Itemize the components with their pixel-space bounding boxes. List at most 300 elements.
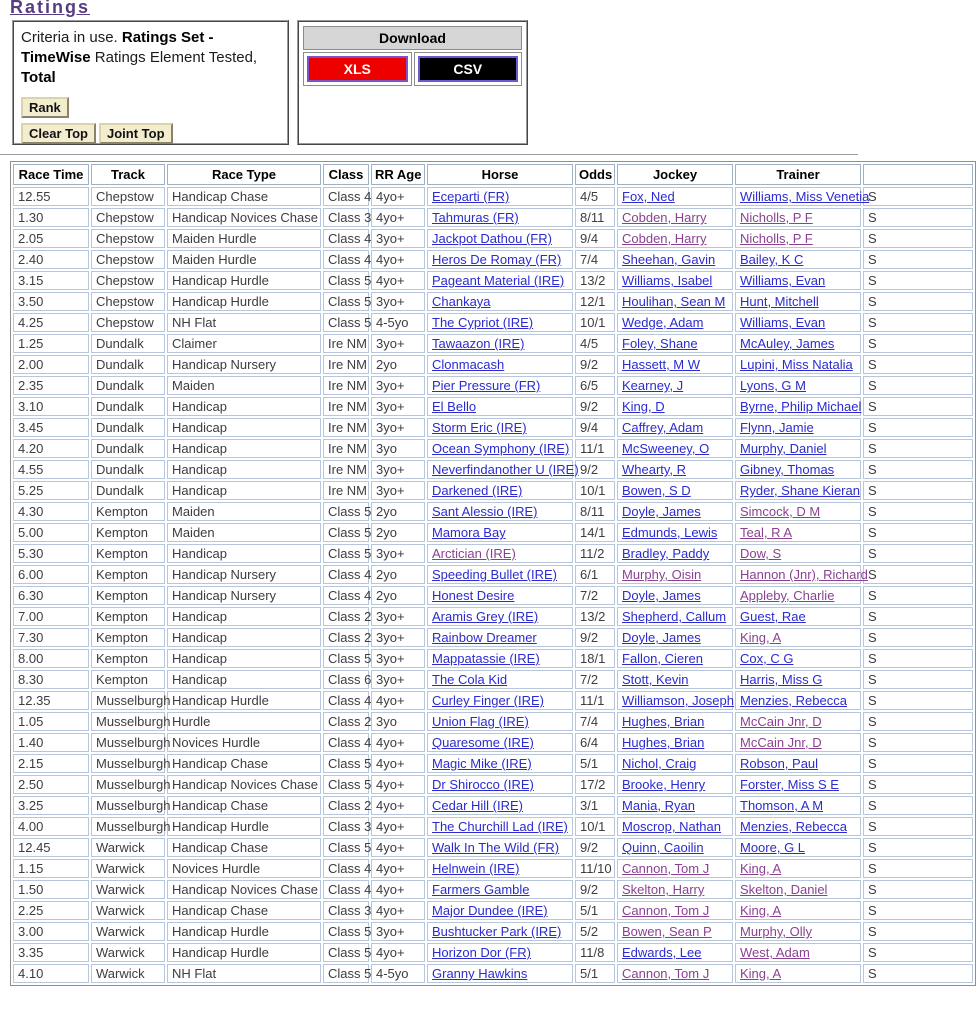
track-cell: Kempton — [91, 523, 165, 542]
race-type-cell: Handicap Hurdle — [167, 943, 321, 962]
table-row — [13, 523, 973, 542]
trainer-link[interactable]: Harris, Miss G — [740, 672, 823, 687]
horse-link[interactable]: Pier Pressure (FR) — [432, 378, 541, 393]
horse-link[interactable]: Rainbow Dreamer — [432, 630, 537, 645]
table-row — [13, 586, 973, 605]
trainer-link[interactable]: Dow, S — [740, 546, 782, 561]
horse-link-cell — [427, 229, 573, 248]
horse-link[interactable]: Ocean Symphony (IRE) — [432, 441, 570, 456]
horse-link[interactable]: Curley Finger (IRE) — [432, 693, 544, 708]
horse-link[interactable]: Pageant Material (IRE) — [432, 273, 565, 288]
class-cell: Class 4 — [323, 859, 369, 878]
track-cell: Chepstow — [91, 313, 165, 332]
trainer-link[interactable]: Ryder, Shane Kieran — [740, 483, 860, 498]
class-cell: Class 5 — [323, 313, 369, 332]
rr-age-cell: 4yo+ — [371, 754, 425, 773]
trainer-link[interactable]: King, A — [740, 630, 782, 645]
rr-age-cell: 3yo+ — [371, 460, 425, 479]
jockey-link-cell — [617, 208, 733, 227]
clipped-cell: S — [863, 775, 973, 794]
trainer-link[interactable]: Simcock, D M — [740, 504, 821, 519]
trainer-link[interactable]: Byrne, Philip Michael — [740, 399, 862, 414]
horse-link-cell — [427, 439, 573, 458]
trainer-link[interactable]: Cox, C G — [740, 651, 794, 666]
horse-link-cell — [427, 187, 573, 206]
jockey-link-cell — [617, 439, 733, 458]
clipped-cell: S — [863, 355, 973, 374]
horse-link-cell — [427, 964, 573, 983]
trainer-link[interactable]: McCain Jnr, D — [740, 735, 822, 750]
jockey-link[interactable]: Williams, Isabel — [622, 273, 713, 288]
rr-age-cell: 3yo+ — [371, 649, 425, 668]
jockey-link-cell — [617, 502, 733, 521]
horse-link[interactable]: Clonmacash — [432, 357, 505, 372]
table-row — [13, 355, 973, 374]
class-cell: Class 4 — [323, 187, 369, 206]
jockey-link[interactable]: Cobden, Harry — [622, 210, 707, 225]
track-cell: Kempton — [91, 649, 165, 668]
trainer-link[interactable]: Appleby, Charlie — [740, 588, 835, 603]
trainer-link-cell — [735, 544, 861, 563]
odds-cell: 11/1 — [575, 691, 615, 710]
horse-link[interactable]: Honest Desire — [432, 588, 515, 603]
race-type-cell: Hurdle — [167, 712, 321, 731]
track-cell: Musselburgh — [91, 754, 165, 773]
clipped-cell: S — [863, 250, 973, 269]
track-cell: Musselburgh — [91, 817, 165, 836]
odds-cell: 8/11 — [575, 502, 615, 521]
trainer-link-cell — [735, 649, 861, 668]
race-type-cell: NH Flat — [167, 964, 321, 983]
jockey-link-cell — [617, 334, 733, 353]
horse-link[interactable]: Eceparti (FR) — [432, 189, 510, 204]
trainer-link-cell — [735, 691, 861, 710]
trainer-link-cell — [735, 187, 870, 206]
jockey-link[interactable]: Cobden, Harry — [622, 231, 707, 246]
horse-link-cell — [427, 397, 573, 416]
clipped-cell: S — [863, 565, 973, 584]
jockey-link[interactable]: Murphy, Oisin — [622, 567, 702, 582]
horse-link[interactable]: El Bello — [432, 399, 477, 414]
jockey-link-cell — [617, 292, 733, 311]
jockey-link[interactable]: King, D — [622, 399, 665, 414]
trainer-link[interactable]: Hunt, Mitchell — [740, 294, 819, 309]
horse-link[interactable]: Mappatassie (IRE) — [432, 651, 540, 666]
track-cell: Dundalk — [91, 376, 165, 395]
jockey-link[interactable]: Williamson, Joseph — [622, 693, 734, 708]
jockey-link-cell — [617, 964, 733, 983]
trainer-link[interactable]: King, A — [740, 861, 782, 876]
horse-link[interactable]: Tawaazon (IRE) — [432, 336, 525, 351]
horse-link[interactable]: Bushtucker Park (IRE) — [432, 924, 562, 939]
race-time-cell: 4.20 — [13, 439, 89, 458]
clipped-cell: S — [863, 607, 973, 626]
jockey-link[interactable]: Brooke, Henry — [622, 777, 706, 792]
rr-age-cell: 3yo+ — [371, 670, 425, 689]
class-cell: Class 5 — [323, 649, 369, 668]
class-cell: Ire NM — [323, 355, 369, 374]
trainer-link[interactable]: Hannon (Jnr), Richard — [740, 567, 868, 582]
class-cell: Class 5 — [323, 922, 369, 941]
jockey-link[interactable]: Houlihan, Sean M — [622, 294, 726, 309]
race-time-cell: 3.15 — [13, 271, 89, 290]
class-cell: Class 5 — [323, 271, 369, 290]
jockey-link-cell — [617, 922, 733, 941]
odds-cell: 4/5 — [575, 187, 615, 206]
jockey-link[interactable]: Bowen, S D — [622, 483, 691, 498]
race-time-cell: 1.50 — [13, 880, 89, 899]
race-time-cell: 2.15 — [13, 754, 89, 773]
rank-button[interactable]: Rank — [21, 97, 69, 118]
clipped-cell: S — [863, 481, 973, 500]
table-row — [13, 376, 973, 395]
download-panel-title: Download — [303, 26, 522, 50]
trainer-link[interactable]: Guest, Rae — [740, 609, 806, 624]
race-time-cell: 2.50 — [13, 775, 89, 794]
class-cell: Class 5 — [323, 754, 369, 773]
horse-link[interactable]: Aramis Grey (IRE) — [432, 609, 539, 624]
jockey-link[interactable]: Wedge, Adam — [622, 315, 704, 330]
race-time-cell: 6.00 — [13, 565, 89, 584]
jockey-link[interactable]: Foley, Shane — [622, 336, 698, 351]
trainer-link[interactable]: King, A — [740, 903, 782, 918]
trainer-link[interactable]: Forster, Miss S E — [740, 777, 839, 792]
xls-download-button[interactable]: XLS — [307, 56, 408, 82]
table-row — [13, 460, 973, 479]
odds-cell: 11/2 — [575, 544, 615, 563]
rr-age-cell: 3yo — [371, 712, 425, 731]
horse-link-cell — [427, 817, 573, 836]
trainer-link[interactable]: Skelton, Daniel — [740, 882, 828, 897]
rr-age-cell: 4yo+ — [371, 187, 425, 206]
trainer-link[interactable]: Murphy, Daniel — [740, 441, 827, 456]
class-cell: Ire NM — [323, 376, 369, 395]
rr-age-cell: 4yo+ — [371, 859, 425, 878]
trainer-link[interactable]: Nicholls, P F — [740, 210, 813, 225]
horse-link[interactable]: Jackpot Dathou (FR) — [432, 231, 552, 246]
trainer-link[interactable]: Nicholls, P F — [740, 231, 813, 246]
race-type-cell: NH Flat — [167, 313, 321, 332]
trainer-link[interactable]: West, Adam — [740, 945, 810, 960]
horse-link-cell — [427, 250, 573, 269]
horse-link-cell — [427, 775, 573, 794]
jockey-link-cell — [617, 397, 733, 416]
horse-link[interactable]: Quaresome (IRE) — [432, 735, 534, 750]
track-cell: Musselburgh — [91, 733, 165, 752]
jockey-link[interactable]: Stott, Kevin — [622, 672, 689, 687]
track-cell: Chepstow — [91, 229, 165, 248]
odds-cell: 8/11 — [575, 208, 615, 227]
horse-link-cell — [427, 712, 573, 731]
table-row — [13, 670, 973, 689]
jockey-link[interactable]: Nichol, Craig — [622, 756, 697, 771]
jockey-link-cell — [617, 565, 733, 584]
jockey-link[interactable]: Hughes, Brian — [622, 735, 705, 750]
race-type-cell: Handicap — [167, 418, 321, 437]
race-time-cell: 4.00 — [13, 817, 89, 836]
jockey-link-cell — [617, 271, 733, 290]
horse-link[interactable]: Mamora Bay — [432, 525, 506, 540]
rr-age-cell: 3yo+ — [371, 334, 425, 353]
race-time-cell: 3.00 — [13, 922, 89, 941]
rr-age-cell: 4yo+ — [371, 796, 425, 815]
odds-cell: 9/2 — [575, 355, 615, 374]
class-cell: Class 4 — [323, 880, 369, 899]
rr-age-cell: 2yo — [371, 523, 425, 542]
track-cell: Dundalk — [91, 481, 165, 500]
horse-link[interactable]: Storm Eric (IRE) — [432, 420, 527, 435]
race-type-cell: Handicap Novices Chase — [167, 775, 321, 794]
horse-link[interactable]: Helnwein (IRE) — [432, 861, 520, 876]
horse-link-cell — [427, 922, 573, 941]
rr-age-cell: 3yo+ — [371, 481, 425, 500]
odds-cell: 5/1 — [575, 964, 615, 983]
table-row — [13, 859, 973, 878]
jockey-link[interactable]: Doyle, James — [622, 588, 701, 603]
race-type-cell: Handicap Hurdle — [167, 922, 321, 941]
clipped-cell: S — [863, 712, 973, 731]
jockey-link[interactable]: Doyle, James — [622, 630, 701, 645]
horse-link[interactable]: Horizon Dor (FR) — [432, 945, 531, 960]
odds-cell: 13/2 — [575, 271, 615, 290]
class-cell: Class 3 — [323, 817, 369, 836]
jockey-link[interactable]: Fallon, Cieren — [622, 651, 703, 666]
horse-link[interactable]: Dr Shirocco (IRE) — [432, 777, 534, 792]
horse-link-cell — [427, 565, 573, 584]
element-tested-value: Total — [21, 69, 56, 86]
trainer-link-cell — [735, 964, 861, 983]
jockey-link[interactable]: Edwards, Lee — [622, 945, 702, 960]
trainer-link[interactable]: Gibney, Thomas — [740, 462, 835, 477]
race-time-cell: 1.05 — [13, 712, 89, 731]
trainer-link[interactable]: Murphy, Olly — [740, 924, 812, 939]
trainer-link-cell — [735, 313, 861, 332]
jockey-link[interactable]: Fox, Ned — [622, 189, 675, 204]
horse-link-cell — [427, 334, 573, 353]
trainer-link[interactable]: Menzies, Rebecca — [740, 693, 847, 708]
track-cell: Warwick — [91, 901, 165, 920]
trainer-link[interactable]: Robson, Paul — [740, 756, 819, 771]
odds-cell: 9/4 — [575, 229, 615, 248]
class-cell: Ire NM — [323, 334, 369, 353]
trainer-link[interactable]: McCain Jnr, D — [740, 714, 822, 729]
class-cell: Class 2 — [323, 628, 369, 647]
race-type-cell: Handicap Chase — [167, 838, 321, 857]
odds-cell: 13/2 — [575, 607, 615, 626]
trainer-link-cell — [735, 775, 861, 794]
clipped-cell: S — [863, 439, 973, 458]
horse-link[interactable]: Heros De Romay (FR) — [432, 252, 562, 267]
trainer-link[interactable]: McAuley, James — [740, 336, 835, 351]
clipped-cell: S — [863, 859, 973, 878]
horse-link[interactable]: Sant Alessio (IRE) — [432, 504, 538, 519]
class-cell: Class 2 — [323, 607, 369, 626]
table-row — [13, 733, 973, 752]
clipped-cell: S — [863, 964, 973, 983]
horse-link-cell — [427, 880, 573, 899]
trainer-link-cell — [735, 943, 861, 962]
jockey-link[interactable]: Quinn, Caoilin — [622, 840, 704, 855]
horse-link[interactable]: Granny Hawkins — [432, 966, 528, 981]
trainer-link[interactable]: Teal, R A — [740, 525, 793, 540]
jockey-link[interactable]: Cannon, Tom J — [622, 903, 710, 918]
horse-link-cell — [427, 943, 573, 962]
race-time-cell: 1.30 — [13, 208, 89, 227]
horse-link[interactable]: Speeding Bullet (IRE) — [432, 567, 558, 582]
horse-link[interactable]: The Cola Kid — [432, 672, 508, 687]
trainer-link-cell — [735, 628, 861, 647]
odds-cell: 7/2 — [575, 670, 615, 689]
race-type-cell: Handicap — [167, 670, 321, 689]
track-cell: Warwick — [91, 880, 165, 899]
jockey-link[interactable]: Shepherd, Callum — [622, 609, 727, 624]
trainer-link[interactable]: Lyons, G M — [740, 378, 806, 393]
ratings-table — [10, 161, 976, 986]
track-cell: Dundalk — [91, 355, 165, 374]
table-row — [13, 649, 973, 668]
trainer-link-cell — [735, 523, 861, 542]
race-time-cell: 1.40 — [13, 733, 89, 752]
race-type-cell: Novices Hurdle — [167, 733, 321, 752]
horse-link-cell — [427, 628, 573, 647]
horse-link-cell — [427, 838, 573, 857]
jockey-link[interactable]: Bowen, Sean P — [622, 924, 712, 939]
race-type-cell: Handicap Hurdle — [167, 271, 321, 290]
trainer-link[interactable]: King, A — [740, 966, 782, 981]
table-row — [13, 880, 973, 899]
track-cell: Kempton — [91, 544, 165, 563]
clipped-cell: S — [863, 292, 973, 311]
horse-link[interactable]: Major Dundee (IRE) — [432, 903, 548, 918]
class-cell: Class 5 — [323, 775, 369, 794]
jockey-link[interactable]: Bradley, Paddy — [622, 546, 710, 561]
clipped-cell: S — [863, 229, 973, 248]
track-cell: Musselburgh — [91, 775, 165, 794]
clipped-cell: S — [863, 544, 973, 563]
trainer-link[interactable]: Williams, Miss Venetia — [740, 189, 870, 204]
horse-link[interactable]: Chankaya — [432, 294, 491, 309]
race-type-cell: Handicap — [167, 481, 321, 500]
table-row — [13, 544, 973, 563]
race-type-cell: Handicap Nursery — [167, 586, 321, 605]
horse-link-cell — [427, 649, 573, 668]
trainer-link[interactable]: Thomson, A M — [740, 798, 824, 813]
trainer-link-cell — [735, 712, 861, 731]
table-row — [13, 628, 973, 647]
track-cell: Kempton — [91, 502, 165, 521]
ratings-set-value: Ratings Set - TimeWise — [21, 29, 214, 66]
race-type-cell: Maiden — [167, 523, 321, 542]
jockey-link[interactable]: Skelton, Harry — [622, 882, 705, 897]
race-type-cell: Handicap — [167, 544, 321, 563]
trainer-link-cell — [735, 481, 861, 500]
race-type-cell: Handicap — [167, 439, 321, 458]
horse-link[interactable]: Union Flag (IRE) — [432, 714, 529, 729]
jockey-link[interactable]: Cannon, Tom J — [622, 861, 710, 876]
horse-link-cell — [427, 754, 573, 773]
csv-download-button[interactable]: CSV — [418, 56, 519, 82]
trainer-link-cell — [735, 796, 861, 815]
horse-link[interactable]: Farmers Gamble — [432, 882, 530, 897]
class-cell: Class 4 — [323, 565, 369, 584]
trainer-link[interactable]: Lupini, Miss Natalia — [740, 357, 853, 372]
clipped-cell: S — [863, 880, 973, 899]
clipped-cell: S — [863, 187, 973, 206]
jockey-link[interactable]: Whearty, R — [622, 462, 687, 477]
class-cell: Class 4 — [323, 250, 369, 269]
clipped-cell: S — [863, 313, 973, 332]
jockey-link-cell — [617, 838, 733, 857]
jockey-link[interactable]: Moscrop, Nathan — [622, 819, 721, 834]
jockey-link[interactable]: Caffrey, Adam — [622, 420, 704, 435]
odds-cell: 17/2 — [575, 775, 615, 794]
odds-cell: 3/1 — [575, 796, 615, 815]
class-cell: Class 4 — [323, 733, 369, 752]
track-cell: Warwick — [91, 964, 165, 983]
horse-link[interactable]: Magic Mike (IRE) — [432, 756, 532, 771]
jockey-link[interactable]: Sheehan, Gavin — [622, 252, 716, 267]
jockey-link[interactable]: Kearney, J — [622, 378, 684, 393]
rr-age-cell: 3yo+ — [371, 292, 425, 311]
horse-link[interactable]: Walk In The Wild (FR) — [432, 840, 560, 855]
race-time-cell: 12.55 — [13, 187, 89, 206]
horse-link[interactable]: Arctician (IRE) — [432, 546, 516, 561]
jockey-link[interactable]: Hughes, Brian — [622, 714, 705, 729]
jockey-link[interactable]: Cannon, Tom J — [622, 966, 710, 981]
table-row — [13, 418, 973, 437]
jockey-link-cell — [617, 649, 733, 668]
odds-cell: 11/10 — [575, 859, 615, 878]
horse-link[interactable]: Neverfindanother U (IRE) — [432, 462, 579, 477]
table-row — [13, 838, 973, 857]
joint-top-button[interactable]: Joint Top — [99, 123, 173, 144]
jockey-link-cell — [617, 712, 733, 731]
clear-top-button[interactable]: Clear Top — [21, 123, 96, 144]
track-cell: Warwick — [91, 838, 165, 857]
rr-age-cell: 4yo+ — [371, 817, 425, 836]
jockey-link[interactable]: Doyle, James — [622, 504, 701, 519]
race-time-cell: 3.10 — [13, 397, 89, 416]
jockey-link-cell — [617, 313, 733, 332]
jockey-link[interactable]: Mania, Ryan — [622, 798, 695, 813]
horse-link[interactable]: Darkened (IRE) — [432, 483, 523, 498]
clipped-cell: S — [863, 796, 973, 815]
top-nav-link[interactable]: Ratings — [10, 0, 91, 17]
odds-cell: 10/1 — [575, 817, 615, 836]
trainer-link-cell — [735, 502, 861, 521]
horse-link[interactable]: The Churchill Lad (IRE) — [432, 819, 568, 834]
jockey-link[interactable]: Hassett, M W — [622, 357, 701, 372]
jockey-link[interactable]: Edmunds, Lewis — [622, 525, 718, 540]
trainer-link[interactable]: Williams, Evan — [740, 273, 826, 288]
trainer-link[interactable]: Flynn, Jamie — [740, 420, 814, 435]
odds-cell: 5/1 — [575, 754, 615, 773]
class-cell: Class 5 — [323, 292, 369, 311]
horse-link[interactable]: Tahmuras (FR) — [432, 210, 519, 225]
trainer-link[interactable]: Williams, Evan — [740, 315, 826, 330]
jockey-link[interactable]: McSweeney, O — [622, 441, 710, 456]
trainer-link[interactable]: Menzies, Rebecca — [740, 819, 847, 834]
trainer-link[interactable]: Moore, G L — [740, 840, 806, 855]
trainer-link[interactable]: Bailey, K C — [740, 252, 804, 267]
criteria-middle: Ratings Element Tested, — [90, 49, 258, 66]
horse-link-cell — [427, 292, 573, 311]
clipped-cell: S — [863, 628, 973, 647]
clipped-cell: S — [863, 502, 973, 521]
horse-link[interactable]: The Cypriot (IRE) — [432, 315, 534, 330]
horse-link[interactable]: Cedar Hill (IRE) — [432, 798, 524, 813]
clipped-cell: S — [863, 922, 973, 941]
